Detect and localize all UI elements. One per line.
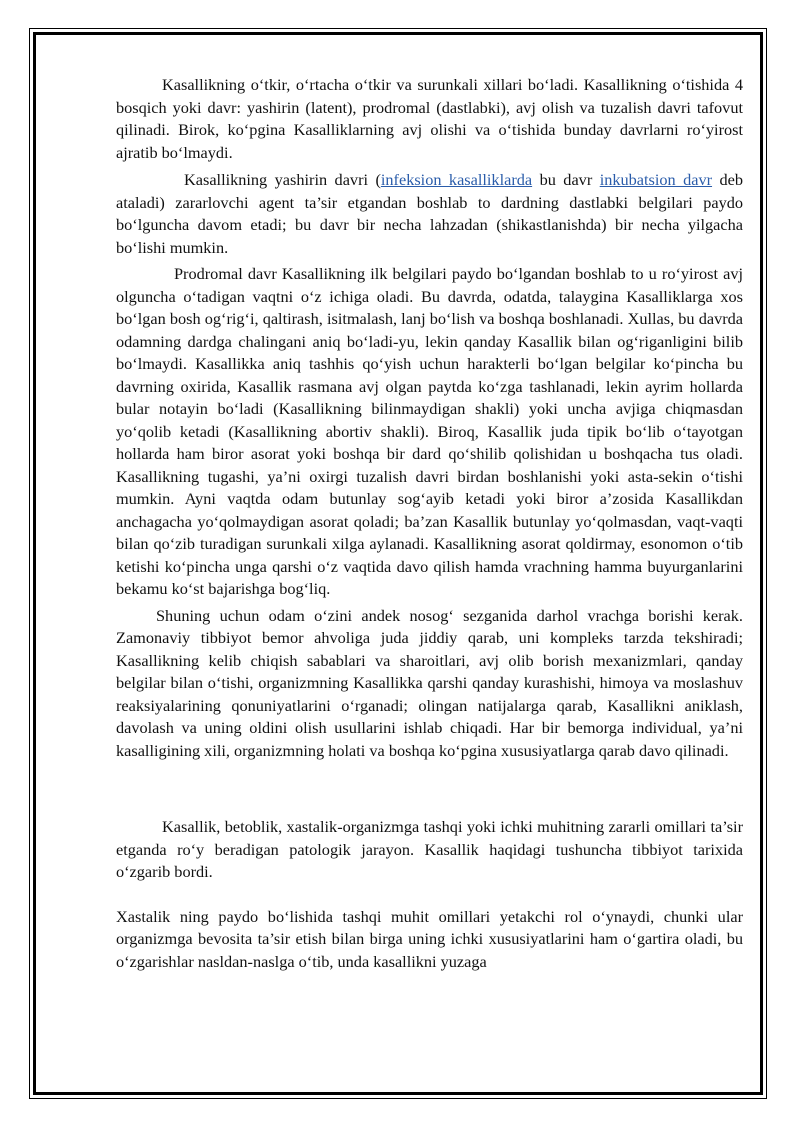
paragraph-text: Kasallikning yashirin davri ( bbox=[184, 170, 381, 189]
link-infectious-diseases[interactable]: infeksion kasalliklarda bbox=[380, 170, 533, 189]
link-incubation-period[interactable]: inkubatsion davr bbox=[599, 170, 713, 189]
paragraph-disease-stages: Kasallikning o‘tkir, o‘rtacha o‘tkir va surunkali xillari bo‘ladi. Kasallikning o‘tishida 4 bosqich yoki davr: yashirin (latent), prodromal (dastlabki), avj olish va tuzalish davri tafovut qilinadi. Birok, ko‘pgina Kasalliklarning avj olishi va o‘tishida bunday davrlarni ro‘yirost ajratib bo‘lmaydi. bbox=[116, 75, 743, 162]
paragraph-see-doctor: Shuning uchun odam o‘zini andek nosog‘ sezganida darhol vrachga borishi kerak. Zamonaviy tibbiyot bemor ahvoliga juda jiddiy qarab, uni kompleks tarzda tekshiradi; Kasallikning kelib chiqish sabablari va sharoitlari, avj olib borish mexanizmlari, qanday belgilar bilan o‘tishi, organizmning Kasallikka qarshi qanday kurashishi, himoya va moslashuv reaksiyalarining qonuniyatlarini o‘rganadi; olingan natijalarga qarab, Kasallikni aniklash, davolash va uning oldini olish usullarini ishlab chiqadi. Har bir bemorga individual, ya’ni kasalligining xili, organizmning holati va boshqa ko‘pgina xususiyatlarga qarab davo qilinadi. bbox=[116, 605, 743, 760]
document-body bbox=[116, 74, 743, 973]
paragraph-latent-period bbox=[116, 169, 743, 259]
paragraph-prodromal-period: Prodromal davr Kasallikning ilk belgilari paydo bo‘lgandan boshlab to u ro‘yirost avj olguncha o‘tadigan vaqtni o‘z ichiga oladi. Bu davrda, odatda, talaygina Kasalliklarga xos bo‘lgan bosh og‘rig‘i, qaltirash, isitmalash, lanj bo‘lish va boshqa boshlanadi. Xullas, bu davrda odamning dardga chalingani aniq bo‘ladi-yu, lekin qanday Kasallik bilan og‘riganligini bilib bo‘lmaydi. Kasallikka aniq tashhis qo‘yish uchun harakterli bo‘lgan belgilar ko‘pincha bu davrning oxirida, Kasallik rasmana avj olgan paytda ko‘zga tashlanadi, lekin ayrim hollarda bular notayin bo‘ladi (Kasallikning bilinmaydigan shakli) yoki uncha avjiga chiqmasdan yo‘qolib ketadi (Kasallikning abortiv shakli). Biroq, Kasallik juda tipik bo‘lib o‘tayotgan hollarda ham biror asorat yoki boshqa bir dard qo‘shilib qolishidan u boshqacha tus oladi. Kasallikning tugashi, ya’ni oxirgi tuzalish davri birdan boshlanishi yoki asta-sekin o‘tishi mumkin. Ayni vaqtda odam butunlay sog‘ayib ketadi yoki biror a’zosida Kasallikdan anchagacha yo‘qolmaydigan asorat qoladi; ba’zan Kasallik butunlay yo‘qolmasdan, vaqt-vaqti bilan qo‘zib turadigan surunkali xilga aylanadi. Kasallikning asorat qoldirmay, esonomon o‘tib ketishi ko‘pincha unga qarshi o‘z vaqtida davo qilish hamda vrachning hamma buyurganlarini bekamu ko‘st bajarishga bog‘liq. bbox=[116, 264, 743, 598]
paragraph-external-factors: Xastalik ning paydo bo‘lishida tashqi muhit omillari yetakchi rol o‘ynaydi, chunki ular organizmga bevosita ta’sir etish bilan birga uning ichki xususiyatlarini ham o‘gartira oladi, bu o‘zgarishlar nasldan-naslga o‘tib, unda kasallikni yuzaga bbox=[116, 906, 743, 971]
paragraph-text: deb ataladi) zararlovchi agent ta’sir etgandan boshlab to dardning dastlabki belgilari paydo bo‘lguncha davom etadi; bu davr bir necha lahzadan (shikastlanishda) bir necha yilgacha bo‘lishi mumkin. bbox=[116, 170, 744, 257]
paragraph-definition: Kasallik, betoblik, xastalik-organizmga tashqi yoki ichki muhitning zararli omillari ta’sir etganda ro‘y beradigan patologik jarayon. Kasallik haqidagi tushuncha tibbiyot tarixida o‘zgarib bordi. bbox=[116, 817, 743, 881]
paragraph-text: bu davr bbox=[532, 170, 600, 189]
